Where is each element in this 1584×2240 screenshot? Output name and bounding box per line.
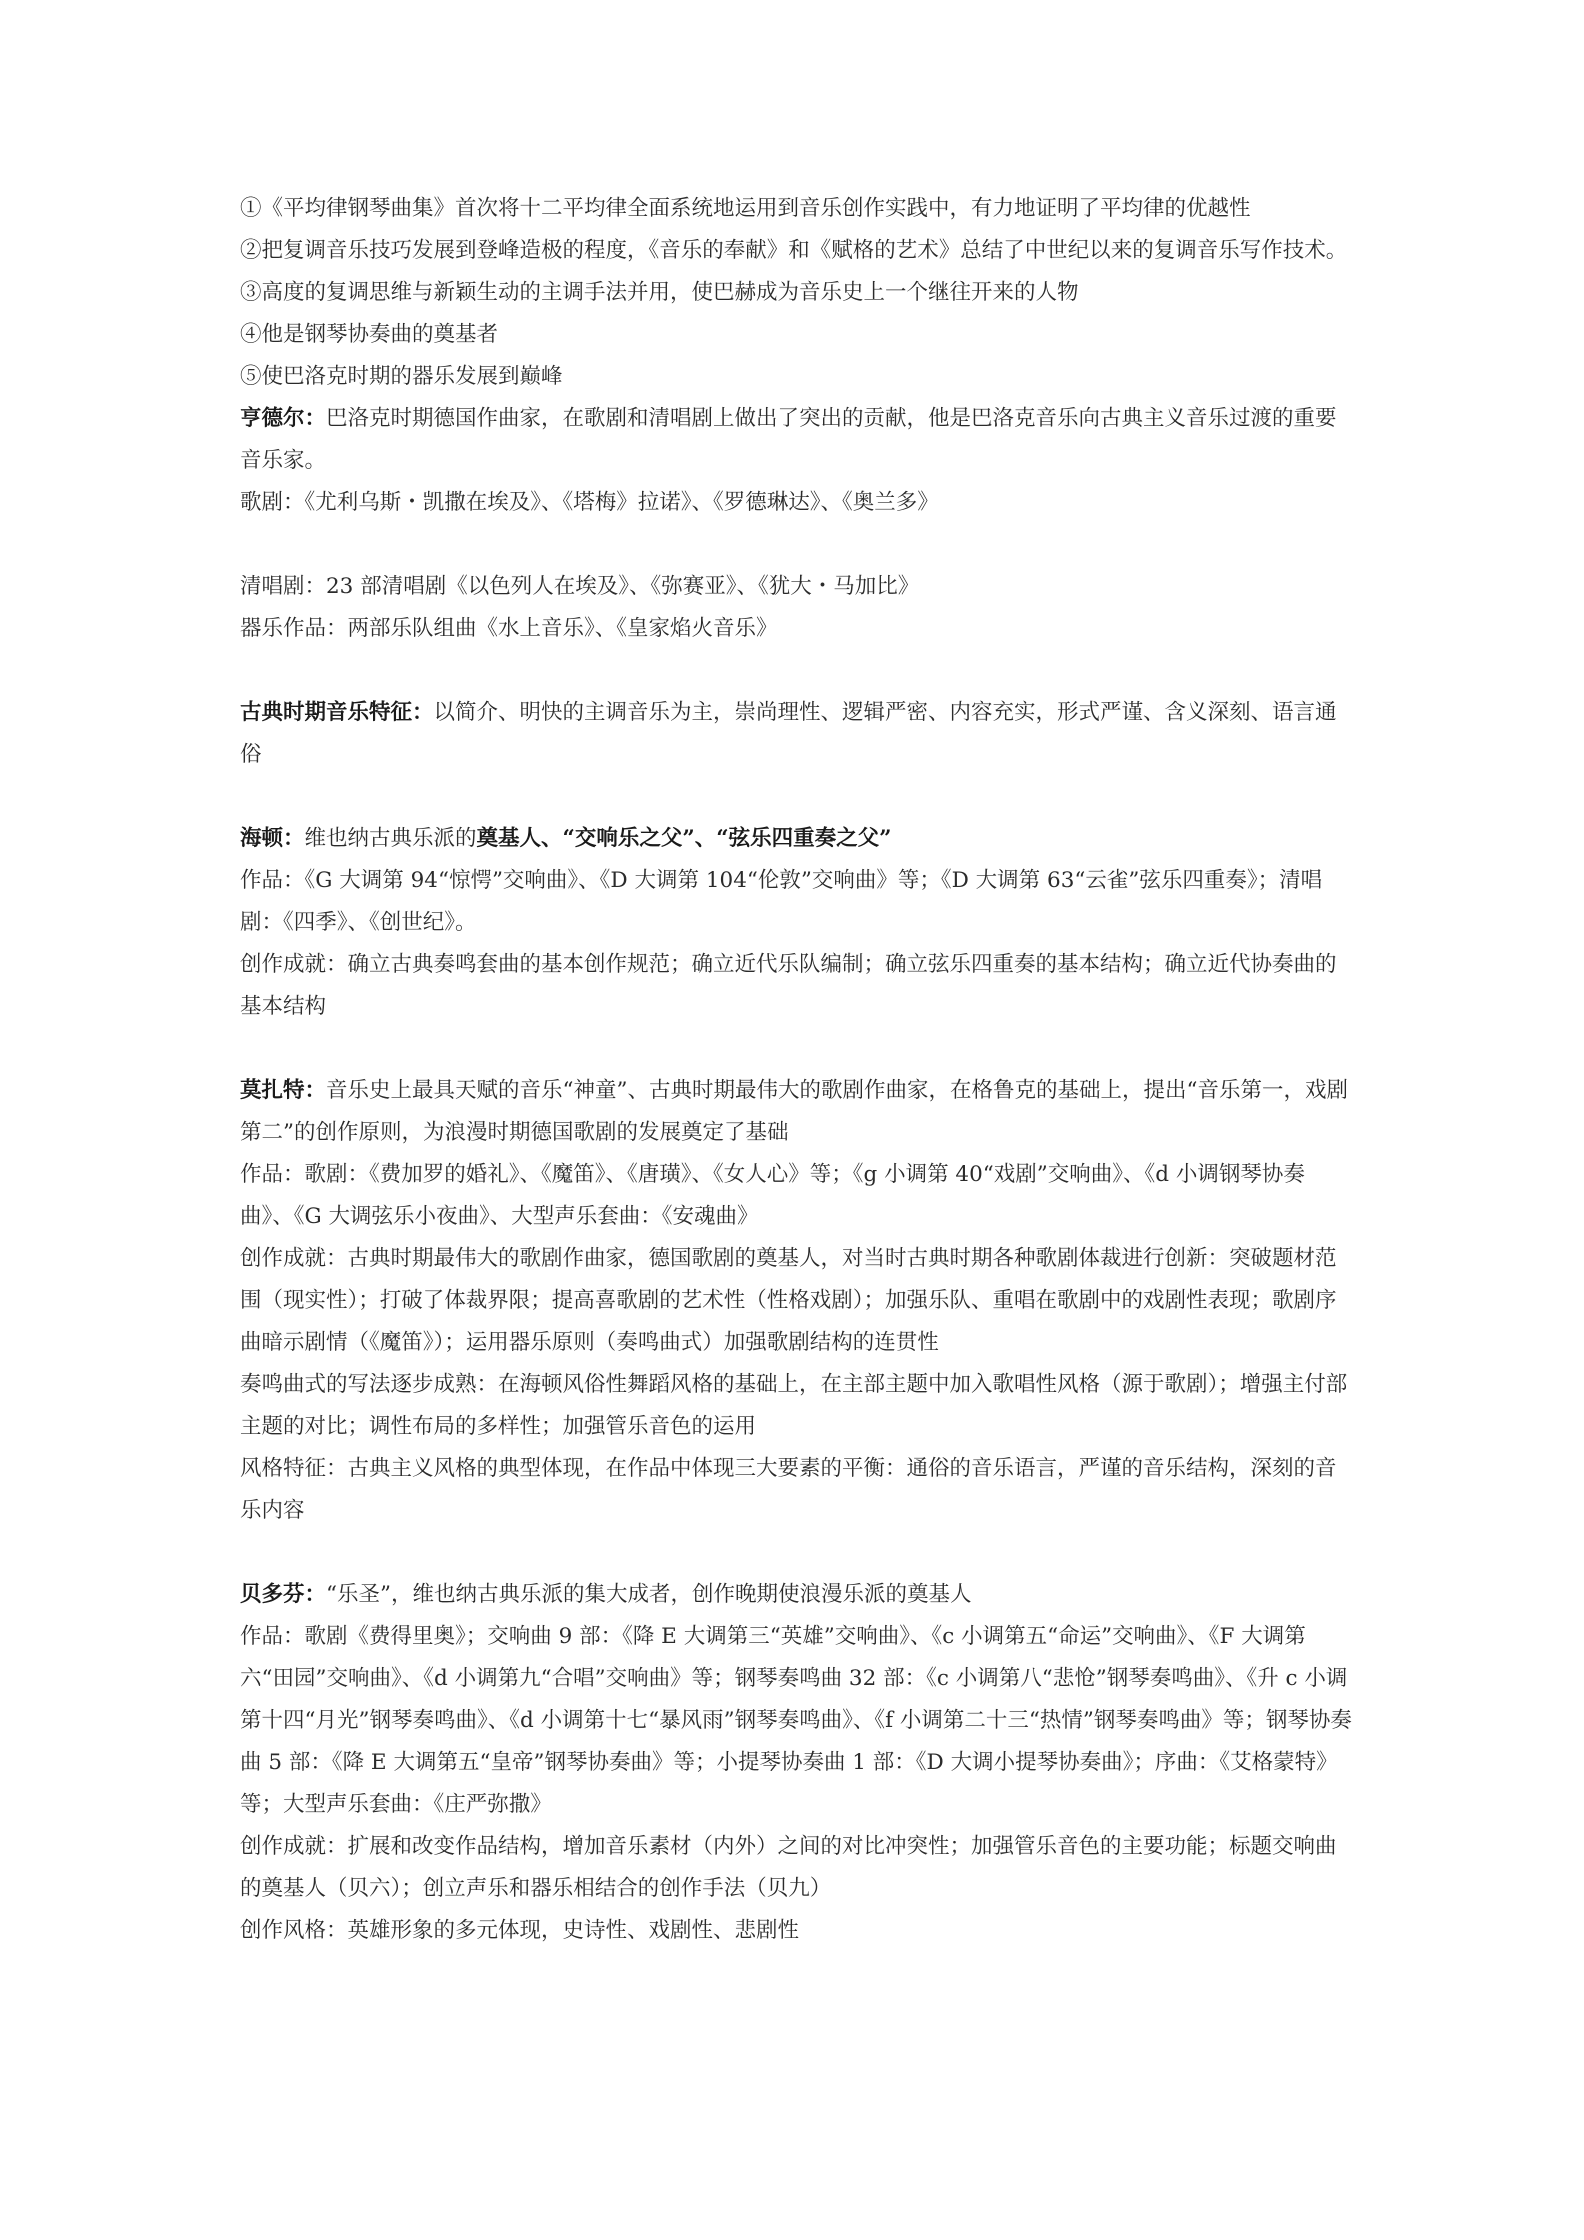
handel-opera: 歌剧：《尤利乌斯・凯撒在埃及》、《塔梅》拉诺》、《罗德琳达》、《奥兰多》 bbox=[240, 490, 939, 515]
haydn-titles: 奠基人、“交响乐之父”、“弦乐四重奏之父” bbox=[476, 826, 892, 851]
mozart-style: 风格特征：古典主义风格的典型体现，在作品中体现三大要素的平衡：通俗的音乐语言，严谨的音乐结构，深刻的音乐内容 bbox=[240, 1456, 1337, 1523]
beethoven-achievements: 创作成就：扩展和改变作品结构，增加音乐素材（内外）之间的对比冲突性；加强管乐音色的主要功能；标题交响曲的奠基人（贝六）；创立声乐和器乐相结合的创作手法（贝九） bbox=[240, 1834, 1337, 1901]
handel-desc: 巴洛克时期德国作曲家，在歌剧和清唱剧上做出了突出的贡献，他是巴洛克音乐向古典主义音乐过渡的重要音乐家。 bbox=[240, 406, 1337, 473]
bach-point-2: ②把复调音乐技巧发展到登峰造极的程度，《音乐的奉献》和《赋格的艺术》总结了中世纪以来的复调音乐写作技术。 bbox=[240, 238, 1348, 263]
bach-point-5: ⑤使巴洛克时期的器乐发展到巅峰 bbox=[240, 364, 563, 389]
spacer bbox=[240, 1028, 1356, 1070]
bach-point-4: ④他是钢琴协奏曲的奠基者 bbox=[240, 322, 499, 347]
mozart-intro bbox=[240, 1070, 1356, 1154]
haydn-intro bbox=[240, 818, 1356, 860]
mozart-works: 作品：歌剧：《费加罗的婚礼》、《魔笛》、《唐璜》、《女人心》等；《g 小调第 40“戏剧”交响曲》、《d 小调钢琴协奏曲》、《G 大调弦乐小夜曲》、大型声乐套曲：《安魂曲》 bbox=[240, 1162, 1305, 1229]
beethoven-name: 贝多芬： bbox=[240, 1582, 327, 1607]
bach-point-3: ③高度的复调思维与新颖生动的主调手法并用，使巴赫成为音乐史上一个继往开来的人物 bbox=[240, 280, 1079, 305]
spacer bbox=[240, 1532, 1356, 1574]
handel-instrumental: 器乐作品：两部乐队组曲《水上音乐》、《皇家焰火音乐》 bbox=[240, 616, 778, 641]
mozart-name: 莫扎特： bbox=[240, 1078, 327, 1103]
haydn-achievements: 创作成就：确立古典奏鸣套曲的基本创作规范；确立近代乐队编制；确立弦乐四重奏的基本结构；确立近代协奏曲的基本结构 bbox=[240, 952, 1337, 1019]
haydn-desc: 维也纳古典乐派的 bbox=[304, 826, 477, 851]
mozart-sonata: 奏鸣曲式的写法逐步成熟：在海顿风俗性舞蹈风格的基础上，在主部主题中加入歌唱性风格（源于歌剧）；增强主付部主题的对比；调性布局的多样性；加强管乐音色的运用 bbox=[240, 1372, 1348, 1439]
handel-oratorio: 清唱剧：23 部清唱剧《以色列人在埃及》、《弥赛亚》、《犹大・马加比》 bbox=[240, 574, 920, 599]
handel-intro bbox=[240, 398, 1356, 482]
spacer bbox=[240, 524, 1356, 566]
handel-name: 亨德尔： bbox=[240, 406, 327, 431]
beethoven-desc: “乐圣”，维也纳古典乐派的集大成者，创作晚期使浪漫乐派的奠基人 bbox=[326, 1582, 972, 1607]
beethoven-intro bbox=[240, 1574, 1356, 1616]
classical-title: 古典时期音乐特征： bbox=[240, 700, 434, 725]
bach-point-1: ①《平均律钢琴曲集》首次将十二平均律全面系统地运用到音乐创作实践中，有力地证明了平均律的优越性 bbox=[240, 196, 1251, 221]
beethoven-style: 创作风格：英雄形象的多元体现，史诗性、戏剧性、悲剧性 bbox=[240, 1918, 800, 1943]
beethoven-works: 作品：歌剧《费得里奥》；交响曲 9 部：《降 E 大调第三“英雄”交响曲》、《c 小调第五“命运”交响曲》、《F 大调第六“田园”交响曲》、《d 小调第九“合唱”交响曲》等；钢琴奏鸣曲 32 部：《c 小调第八“悲怆”钢琴奏鸣曲》、《升 c 小调第十四“月光”钢琴奏鸣曲》、《d 小调第十七“暴风雨”钢琴奏鸣曲》、《f 小调第二十三“热情”钢琴奏鸣曲》等；钢琴协奏曲 5 部：《降 E 大调第五“皇帝”钢琴协奏曲》等；小提琴协奏曲 1 部：《D 大调小提琴协奏曲》；序曲：《艾格蒙特》等；大型声乐套曲：《庄严弥撒》 bbox=[240, 1624, 1352, 1817]
classical-features bbox=[240, 692, 1356, 776]
haydn-name: 海顿： bbox=[240, 826, 305, 851]
mozart-achievements: 创作成就：古典时期最伟大的歌剧作曲家，德国歌剧的奠基人，对当时古典时期各种歌剧体裁进行创新：突破题材范围（现实性）；打破了体裁界限；提高喜歌剧的艺术性（性格戏剧）；加强乐队、重唱在歌剧中的戏剧性表现；歌剧序曲暗示剧情（《魔笛》）；运用器乐原则（奏鸣曲式）加强歌剧结构的连贯性 bbox=[240, 1246, 1337, 1355]
classical-desc: 以简介、明快的主调音乐为主，崇尚理性、逻辑严密、内容充实，形式严谨、含义深刻、语言通俗 bbox=[240, 700, 1337, 767]
spacer bbox=[240, 776, 1356, 818]
spacer bbox=[240, 650, 1356, 692]
mozart-desc: 音乐史上最具天赋的音乐“神童”、古典时期最伟大的歌剧作曲家，在格鲁克的基础上，提出“音乐第一，戏剧第二”的创作原则，为浪漫时期德国歌剧的发展奠定了基础 bbox=[240, 1078, 1348, 1145]
document-body bbox=[240, 188, 1356, 1952]
haydn-works: 作品：《G 大调第 94“惊愕”交响曲》、《D 大调第 104“伦敦”交响曲》等；《D 大调第 63“云雀”弦乐四重奏》；清唱剧：《四季》、《创世纪》。 bbox=[240, 868, 1323, 935]
